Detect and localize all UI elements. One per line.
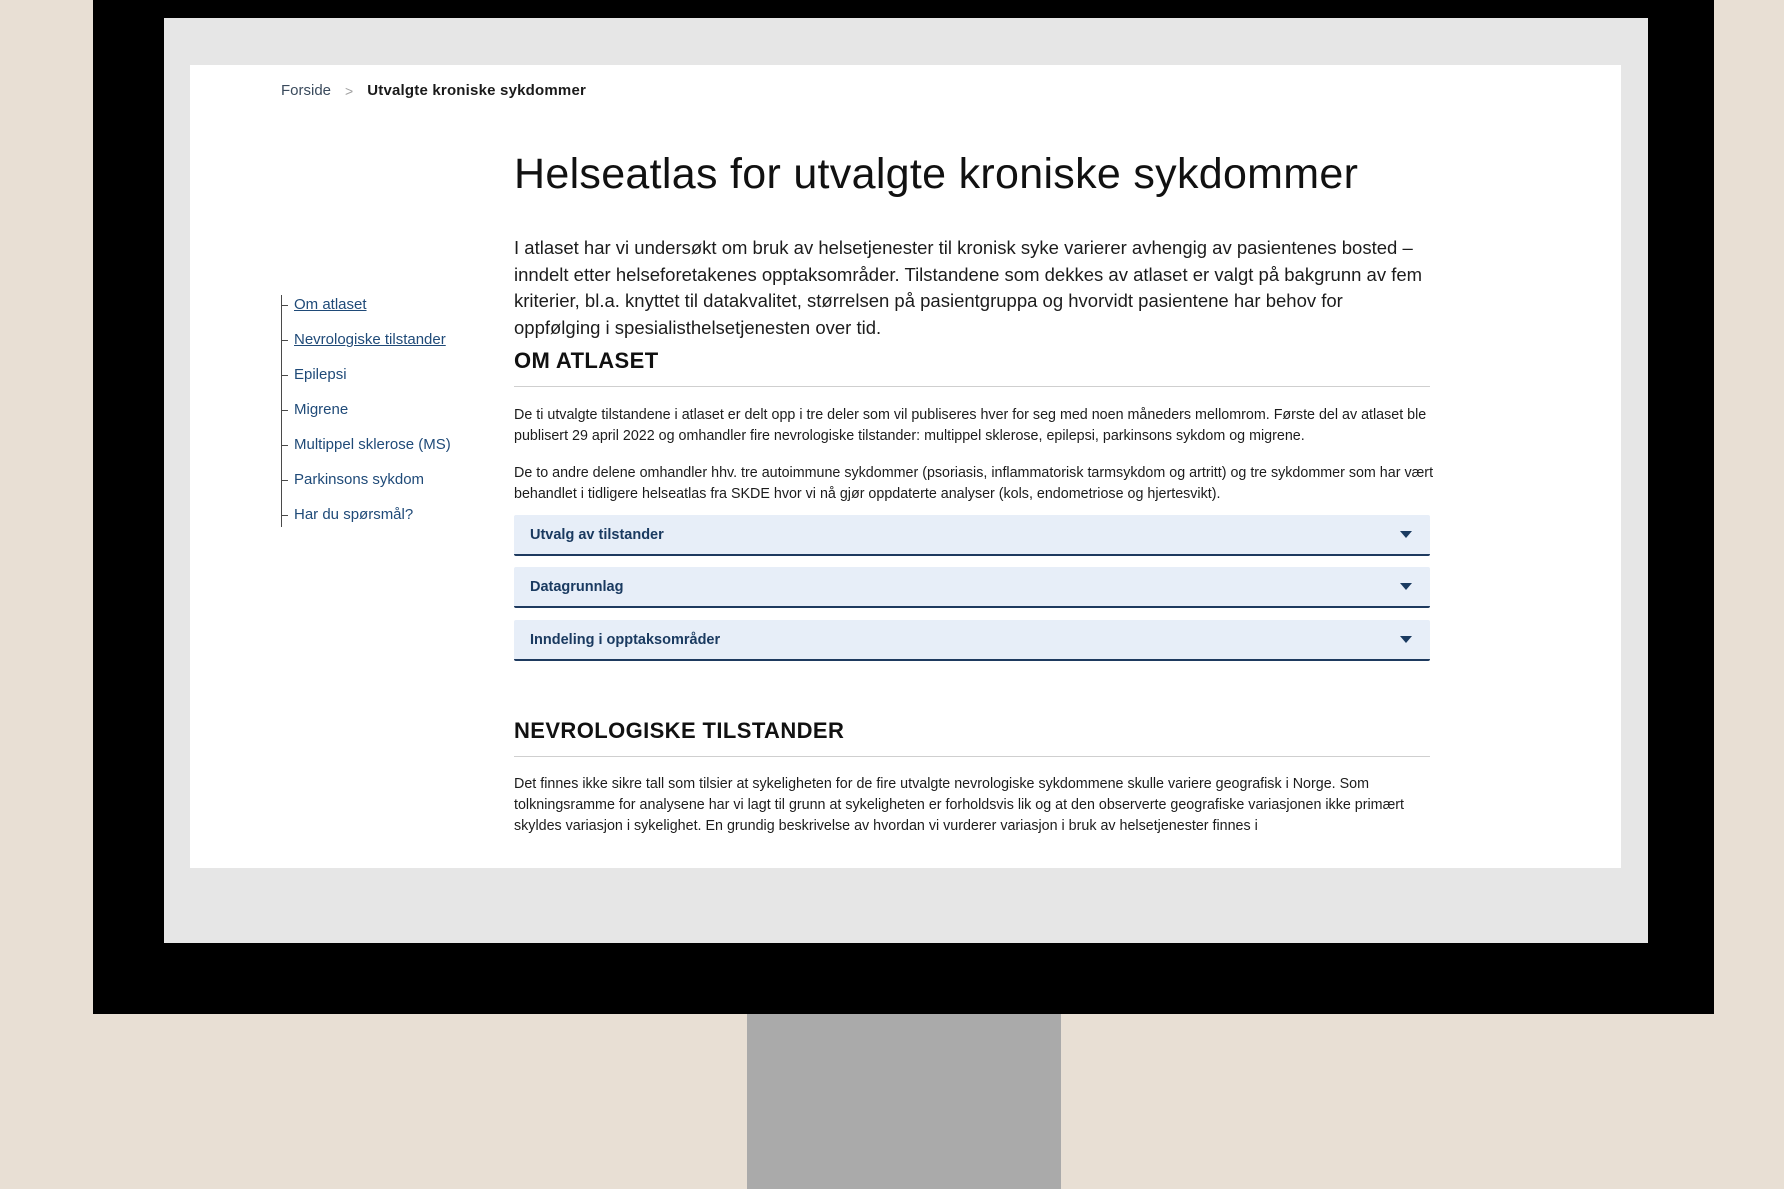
intro-paragraph: I atlaset har vi undersøkt om bruk av helsetjenester til kronisk syke varierer avhengig av pasientenes bosted – inndelt etter helseforetakenes opptaksområder. Tilstandene som dekkes av atlaset er valgt på bakgrunn av fem kriterier, bl.a. knyttet til datakvalitet, størrelsen på pasientgruppa og hvorvidt pasientene har behov for oppfølging i spesialisthelsetjenesten over tid. [514,237,1423,338]
toc-item-nevrologiske-tilstander[interactable]: Nevrologiske tilstander [282,330,482,365]
section-heading-nevrologiske-tilstander: NEVROLOGISKE TILSTANDER [514,718,1430,757]
table-of-contents [281,295,482,540]
toc-item-om-atlaset[interactable]: Om atlaset [282,295,482,330]
monitor-stand [747,1014,1061,1189]
toc-item-har-du-sporsmal[interactable]: Har du spørsmål? [282,505,482,540]
screen [164,18,1648,943]
toc-line-end [279,527,283,567]
chevron-down-icon [1400,531,1412,538]
toc-item-multippel-sklerose[interactable]: Multippel sklerose (MS) [282,435,482,470]
toc-item-parkinsons[interactable]: Parkinsons sykdom [282,470,482,505]
accordion-datagrunnlag[interactable] [514,567,1430,608]
accordion-label: Datagrunnlag [530,578,624,595]
om-atlaset-paragraph-1: De ti utvalgte tilstandene i atlaset er delt opp i tre deler som vil publiseres hver for seg med noen måneders mellomrom. Første del av atlaset ble publisert 29 april 2022 og omhandler fire nevrologiske tilstander: multippel sklerose, epilepsi, parkinsons sykdom og migrene. [514,407,1427,444]
accordion-label: Utvalg av tilstander [530,526,664,543]
accordion-utvalg-av-tilstander[interactable] [514,515,1430,556]
om-atlaset-paragraph-2: De to andre delene omhandler hhv. tre autoimmune sykdommer (psoriasis, inflammatorisk tarmsykdom og artritt) og tre sykdommer som har vært behandlet i tidligere helseatlas fra SKDE hvor vi nå gjør oppdaterte analyser (kols, endometriose og hjertesvikt). [514,465,1434,502]
chevron-down-icon [1400,583,1412,590]
breadcrumb-home-link[interactable]: Forside [281,82,332,99]
section-heading-om-atlaset: OM ATLASET [514,348,1430,387]
toc-item-epilepsi[interactable]: Epilepsi [282,365,482,400]
page-title: Helseatlas for utvalgte kroniske sykdommer [514,150,1359,198]
breadcrumb-separator: > [345,82,354,99]
nevrologiske-tilstander-paragraph-1: Det finnes ikke sikre tall som tilsier at sykeligheten for de fire utvalgte nevrologiske sykdommene skulle variere geografisk i Norge. Som tolkningsramme for analysene har vi lagt til grunn at sykeligheten er forholdsvis lik og at den observerte geografiske variasjonen ikke primært skyldes variasjon i sykelighet. En grundig beskrivelse av hvordan vi vurderer variasjon i bruk av helsetjenester finnes i [514,776,1405,834]
accordion-inndeling-i-opptaksomrader[interactable] [514,620,1430,661]
accordion-label: Inndeling i opptaksområder [530,631,721,648]
breadcrumb [281,82,586,99]
chevron-down-icon [1400,636,1412,643]
breadcrumb-current: Utvalgte kroniske sykdommer [367,82,587,99]
web-page [190,65,1621,868]
toc-item-migrene[interactable]: Migrene [282,400,482,435]
